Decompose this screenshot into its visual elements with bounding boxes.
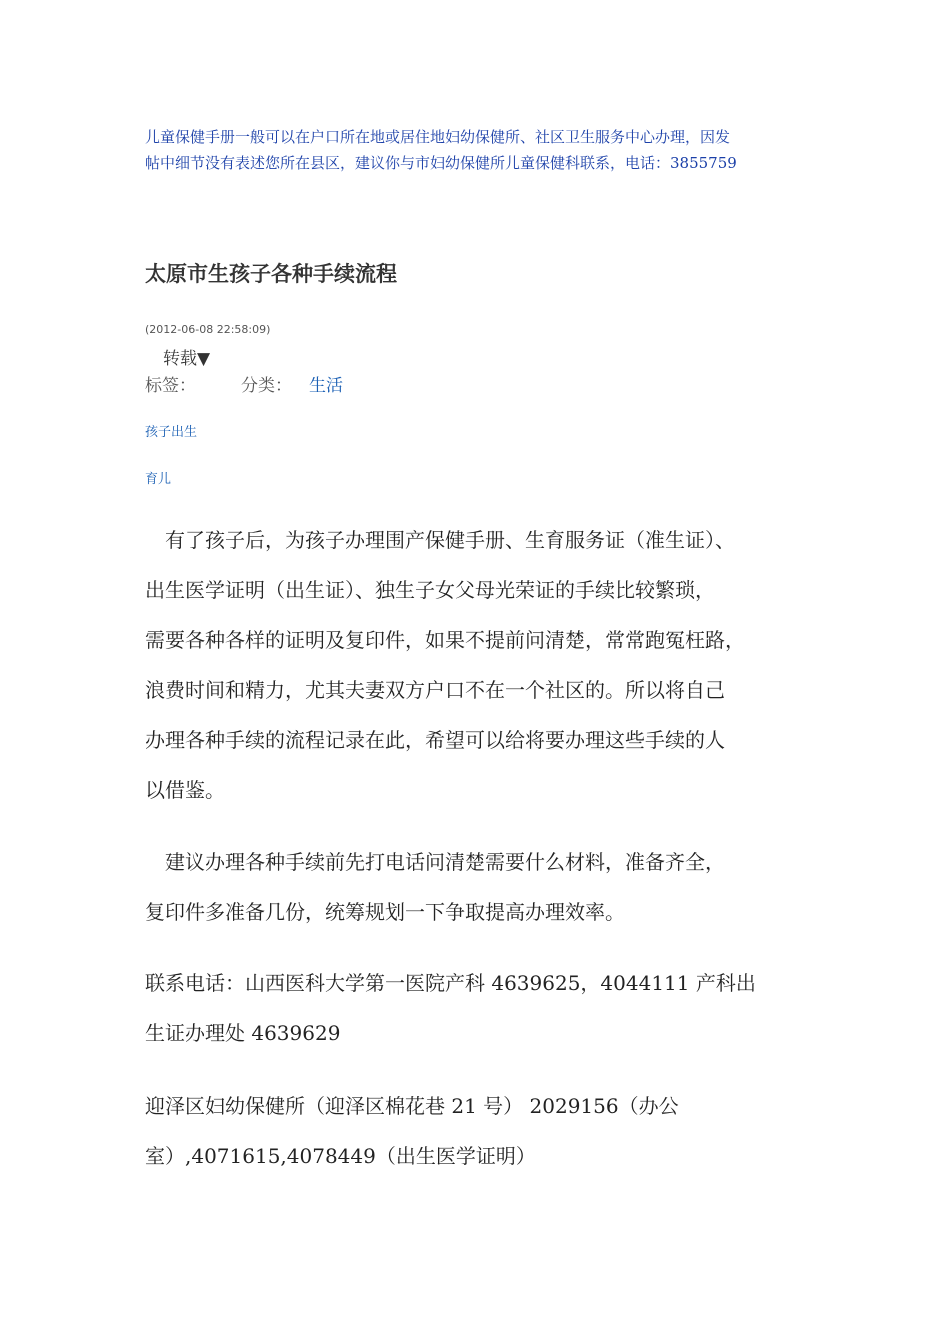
tag-link[interactable]: 育儿 <box>145 472 172 487</box>
tag-link[interactable]: 孩子出生 <box>145 425 198 440</box>
category-link[interactable]: 生活 <box>309 376 343 396</box>
body-line: 复印件多准备几份，统筹规划一下争取提高办理效率。 <box>145 900 625 924</box>
category-label: 分类： <box>241 376 292 396</box>
body-line: 办理各种手续的流程记录在此，希望可以给将要办理这些手续的人 <box>145 728 725 752</box>
repost-dropdown[interactable]: 转载▼ <box>163 349 211 369</box>
body-line: 建议办理各种手续前先打电话问清楚需要什么材料，准备齐全， <box>145 850 725 874</box>
body-line: 出生医学证明（出生证）、独生子女父母光荣证的手续比较繁琐， <box>145 578 715 602</box>
intro-line: 儿童保健手册一般可以在户口所在地或居住地妇幼保健所、社区卫生服务中心办理，因发 <box>145 128 731 146</box>
body-line: 联系电话：山西医科大学第一医院产科 4639625，4044111 产科出 <box>145 971 756 995</box>
body-line: 浪费时间和精力，尤其夫妻双方户口不在一个社区的。所以将自己 <box>145 678 725 702</box>
intro-note <box>145 124 825 176</box>
intro-line: 帖中细节没有表述您所在县区，建议你与市妇幼保健所儿童保健科联系，电话：3855759 <box>145 154 737 172</box>
body-line: 生证办理处 4639629 <box>145 1021 341 1045</box>
body-line: 需要各种各样的证明及复印件，如果不提前问清楚，常常跑冤枉路， <box>145 628 745 652</box>
body-line: 室）,4071615,4078449（出生医学证明） <box>145 1144 536 1168</box>
body-line: 迎泽区妇幼保健所（迎泽区棉花巷 21 号） 2029156（办公 <box>145 1094 679 1118</box>
article-title: 太原市生孩子各种手续流程 <box>145 262 397 286</box>
body-line: 有了孩子后，为孩子办理围产保健手册、生育服务证（准生证）、 <box>145 528 735 552</box>
tags-label: 标签： <box>145 376 196 396</box>
post-timestamp: (2012-06-08 22:58:09) <box>145 323 271 336</box>
body-line: 以借鉴。 <box>145 778 225 802</box>
